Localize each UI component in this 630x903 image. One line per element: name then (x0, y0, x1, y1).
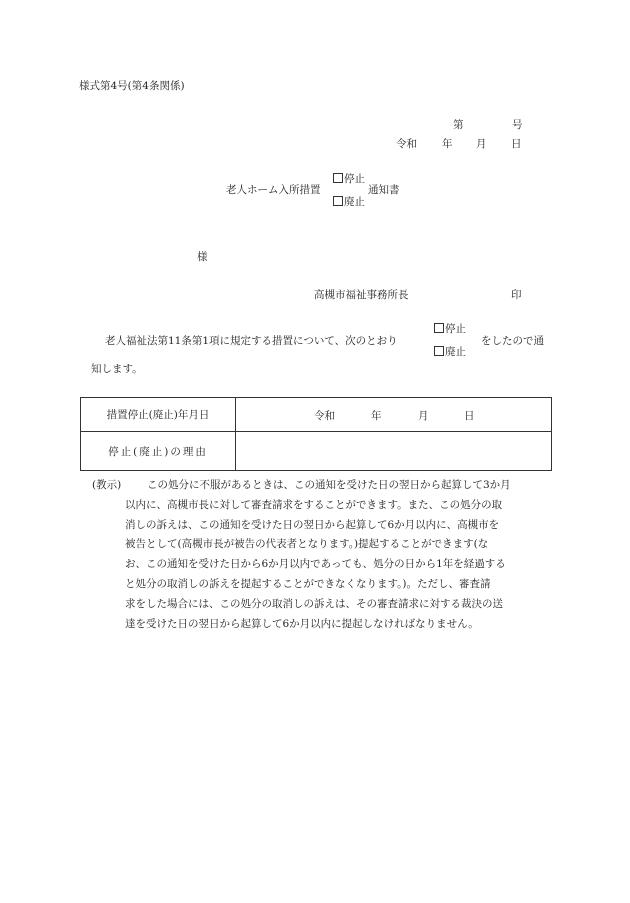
info-table (80, 397, 552, 471)
form-label: 様式第4号(第4条関係) (79, 80, 185, 92)
checkbox-icon (333, 196, 343, 206)
notice-line: 達を受けた日の翌日から起算して6か月以内に提起しなければなりません。 (125, 617, 479, 630)
title-suffix: 通知書 (368, 184, 400, 196)
checkbox-icon (434, 323, 444, 333)
title-option-abolish (333, 195, 365, 209)
table-row (81, 432, 552, 471)
notice-section (92, 476, 552, 634)
doc-date-day: 日 (511, 138, 522, 150)
body-option-stop-label: 停止 (445, 323, 466, 335)
title-prefix: 老人ホーム入所措置 (226, 184, 321, 196)
stop-date-era: 令和 (314, 410, 335, 422)
addressee-suffix: 様 (197, 251, 208, 263)
notice-line: 求をした場合には、この処分の取消しの訴えは、その審査請求に対する裁決の送 (125, 597, 503, 610)
stop-date-month: 月 (418, 410, 429, 422)
body-line1-end: をしたので通 (481, 335, 544, 347)
stop-reason-label: 停止(廃止)の理由 (81, 432, 236, 471)
stop-date-year: 年 (371, 410, 382, 422)
title-option-stop-label: 停止 (344, 173, 365, 185)
issuer-seal: 印 (511, 289, 522, 301)
doc-number-go: 号 (512, 119, 523, 131)
title-option-abolish-label: 廃止 (344, 196, 365, 208)
stop-date-label: 措置停止(廃止)年月日 (81, 398, 236, 432)
issuer-name: 高槻市福祉事務所長 (314, 289, 409, 301)
body-line1: 老人福祉法第11条第1項に規定する措置について、次のとおり (105, 335, 398, 347)
body-option-abolish-label: 廃止 (445, 346, 466, 358)
body-line2: 知します。 (91, 363, 143, 375)
doc-date-year: 年 (442, 138, 453, 150)
notice-line: この処分に不服があるときは、この通知を受けた日の翌日から起算して3か月 (147, 479, 511, 491)
stop-date-day: 日 (464, 410, 475, 422)
body-option-abolish (434, 345, 466, 359)
notice-line: 消しの訴えは、この通知を受けた日の翌日から起算して6か月以内に、高槻市を (125, 518, 500, 531)
stop-reason-value[interactable] (236, 432, 552, 471)
notice-line: と処分の取消しの訴えを提起することができなくなります。)。ただし、審査請 (125, 577, 491, 590)
table-row (81, 398, 552, 432)
stop-date-value[interactable] (236, 398, 552, 432)
checkbox-icon (434, 346, 444, 356)
notice-line: 以内に、高槻市長に対して審査請求をすることができます。また、この処分の取 (125, 498, 503, 511)
body-option-stop (434, 322, 466, 336)
checkbox-icon (333, 173, 343, 183)
doc-date-era: 令和 (396, 138, 417, 150)
notice-line: 被告として(高槻市長が被告の代表者となります。)提起することができます(な (125, 538, 489, 551)
notice-lead: (教示) (92, 479, 122, 491)
title-option-stop (333, 172, 365, 186)
notice-line: お、この通知を受けた日から6か月以内であっても、処分の日から1年を経過する (125, 558, 506, 571)
doc-date-month: 月 (476, 138, 487, 150)
doc-number-dai: 第 (453, 119, 464, 131)
